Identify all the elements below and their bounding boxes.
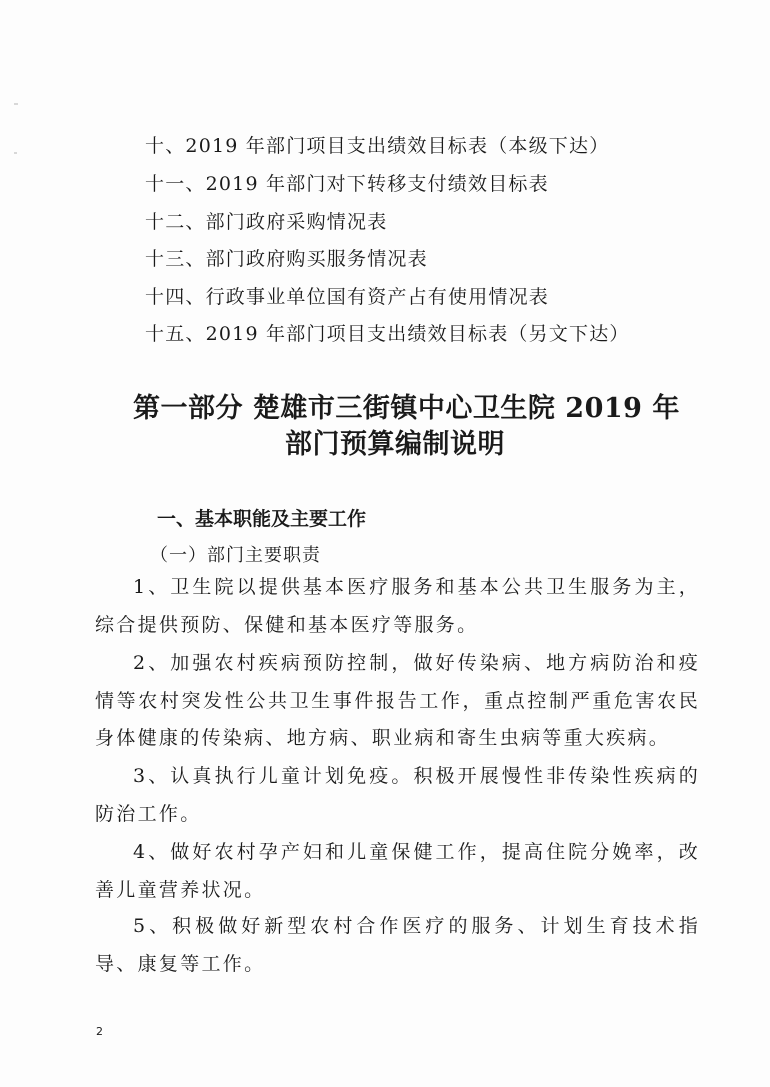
- toc-item: 十一、2019 年部门对下转移支付绩效目标表: [145, 173, 549, 195]
- paragraph: 1、卫生院以提供基本医疗服务和基本公共卫生服务为主，综合提供预防、保健和基本医疗等服务。: [95, 576, 700, 636]
- paragraph: 3、认真执行儿童计划免疫。积极开展慢性非传染性疾病的防治工作。: [95, 765, 700, 825]
- page-number: 2: [96, 1025, 103, 1038]
- toc-item: 十、2019 年部门项目支出绩效目标表（本级下达）: [145, 135, 610, 157]
- document-title-line2: 部门预算编制说明: [285, 429, 505, 460]
- toc-item: 十三、部门政府购买服务情况表: [145, 248, 428, 270]
- paragraph: 2、加强农村疾病预防控制，做好传染病、地方病防治和疫情等农村突发性公共卫生事件报告工作，重点控制严重危害农民身体健康的传染病、地方病、职业病和寄生虫病等重大疾病。: [95, 652, 700, 749]
- paragraph: 5、积极做好新型农村合作医疗的服务、计划生育技术指导、康复等工作。: [95, 915, 700, 975]
- toc-item: 十五、2019 年部门项目支出绩效目标表（另文下达）: [145, 323, 630, 345]
- section-subheading: （一）部门主要职责: [150, 545, 321, 566]
- scan-mark: [14, 152, 17, 154]
- section-heading: 一、基本职能及主要工作: [157, 508, 367, 530]
- toc-item: 十二、部门政府采购情况表: [145, 211, 388, 233]
- scan-mark: [14, 103, 18, 105]
- toc-item: 十四、行政事业单位国有资产占有使用情况表: [145, 286, 550, 308]
- document-title-line1: 第一部分 楚雄市三街镇中心卫生院 2019 年: [133, 393, 680, 424]
- paragraph: 4、做好农村孕产妇和儿童保健工作，提高住院分娩率，改善儿童营养状况。: [95, 841, 700, 901]
